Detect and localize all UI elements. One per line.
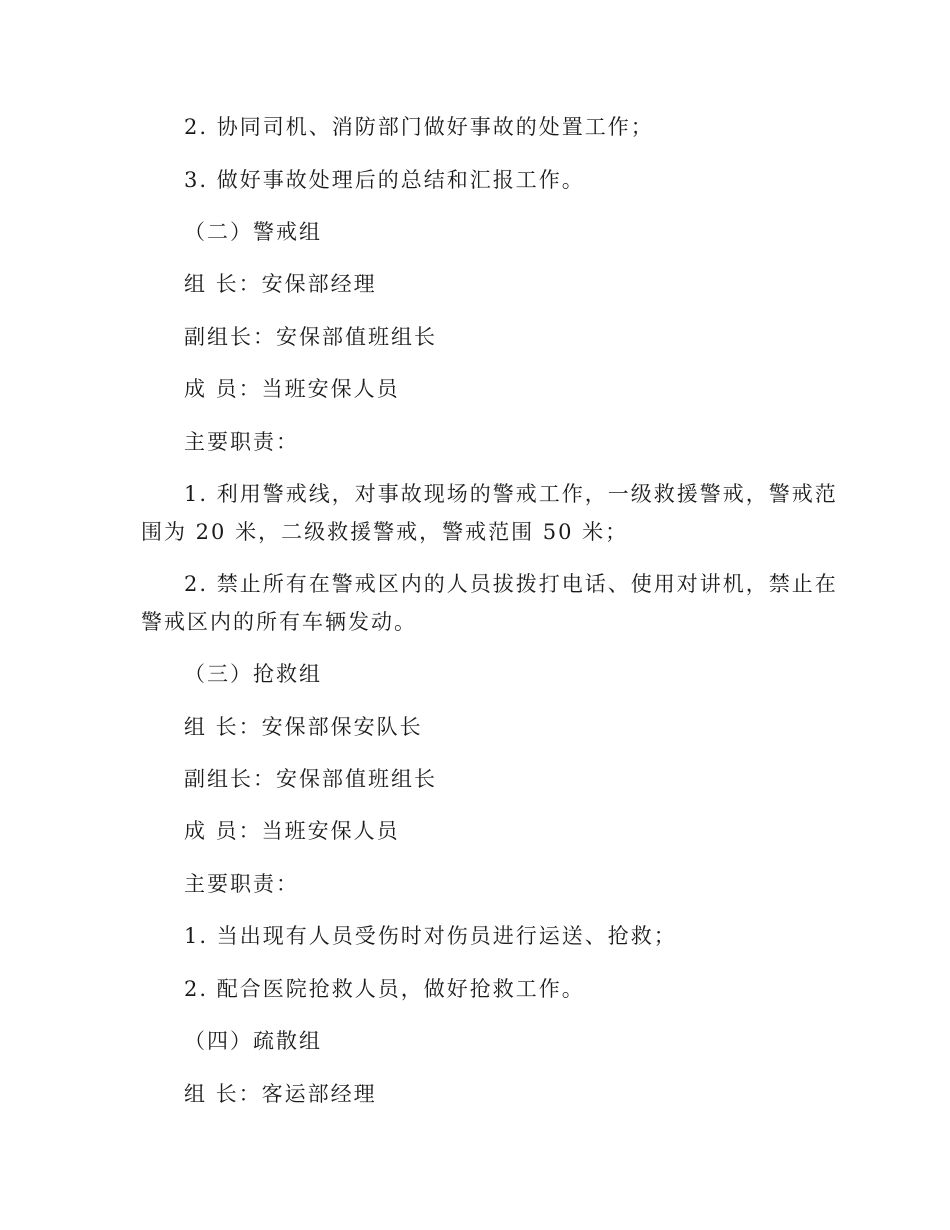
guard-team-duties-label: 主要职责： — [184, 430, 299, 454]
section-heading-evacuation-team: （四）疏散组 — [184, 1029, 322, 1053]
guard-duty-1-line-1: 1. 利用警戒线，对事故现场的警戒工作，一级救援警戒，警戒范 — [184, 482, 838, 506]
duty-item-2-first-group: 2. 协同司机、消防部门做好事故的处置工作； — [184, 115, 654, 139]
guard-team-leader: 组 长：安保部经理 — [184, 272, 377, 296]
guard-duty-2-line-2: 警戒区内的所有车辆发动。 — [141, 610, 417, 634]
guard-team-members: 成 员：当班安保人员 — [184, 377, 400, 401]
rescue-team-deputy-leader: 副组长：安保部值班组长 — [184, 767, 437, 791]
rescue-team-duties-label: 主要职责： — [184, 872, 299, 896]
duty-item-3-first-group: 3. 做好事故处理后的总结和汇报工作。 — [184, 168, 585, 192]
guard-duty-1-line-2: 围为 20 米，二级救援警戒，警戒范围 50 米； — [141, 520, 629, 544]
section-heading-guard-team: （二）警戒组 — [184, 220, 322, 244]
section-heading-rescue-team: （三）抢救组 — [184, 662, 322, 686]
guard-duty-2-line-1: 2. 禁止所有在警戒区内的人员拔拨打电话、使用对讲机，禁止在 — [184, 572, 838, 596]
rescue-team-leader: 组 长：安保部保安队长 — [184, 715, 423, 739]
evacuation-team-leader: 组 长：客运部经理 — [184, 1082, 377, 1106]
rescue-duty-1: 1. 当出现有人员受伤时对伤员进行运送、抢救； — [184, 924, 677, 948]
rescue-duty-2: 2. 配合医院抢救人员，做好抢救工作。 — [184, 977, 585, 1001]
guard-team-deputy-leader: 副组长：安保部值班组长 — [184, 325, 437, 349]
rescue-team-members: 成 员：当班安保人员 — [184, 819, 400, 843]
